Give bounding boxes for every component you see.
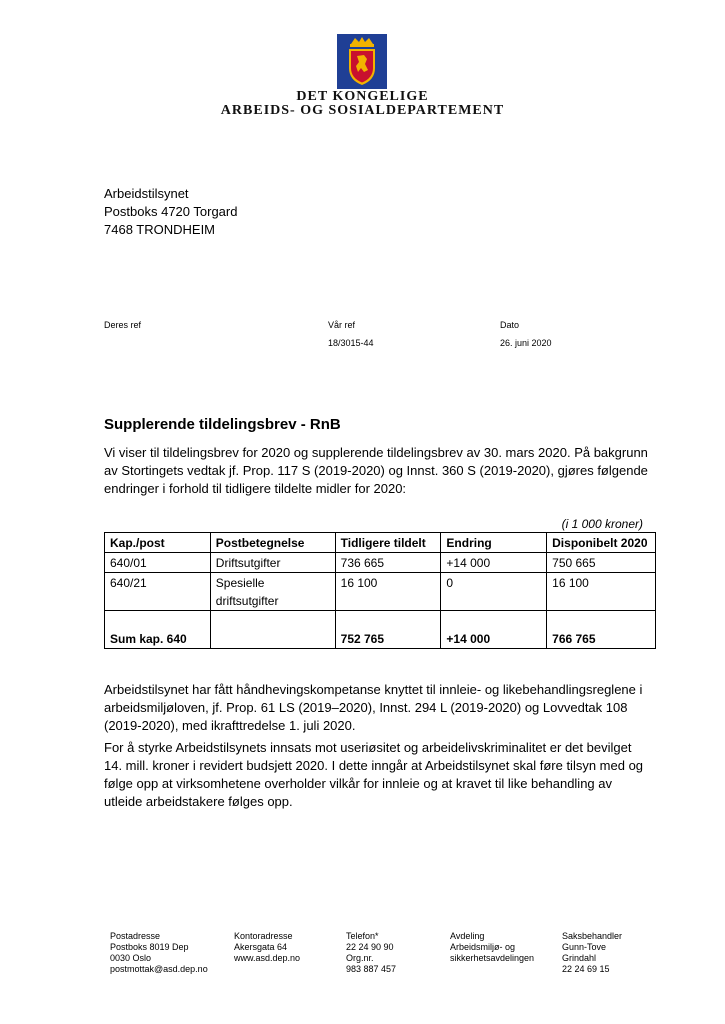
footer-line: Postboks 8019 Dep	[110, 942, 189, 952]
footer-line: Org.nr.	[346, 953, 374, 963]
table-row	[105, 573, 656, 611]
letter-subject: Supplerende tildelingsbrev - RnB	[104, 416, 341, 433]
sum-label: Sum kap. 640	[105, 611, 211, 649]
date-value: 26. juni 2020	[500, 338, 552, 348]
footer-website: www.asd.dep.no	[234, 953, 301, 963]
deres-ref-label: Deres ref	[104, 320, 142, 330]
footer-line: Arbeidsmiljø- og	[450, 942, 516, 952]
table-header-row	[105, 533, 656, 553]
footer-label: Postadresse	[110, 931, 161, 941]
header-endring: Endring	[441, 533, 547, 553]
funding-paragraph: For å styrke Arbeidstilsynets innsats mot useriøsitet og arbeidelivskriminalitet er det bevilget 14. mill. kroner i revidert budsjett 2020. I dette inngår at Arbeidstilsynet skal føre tilsyn med og følge opp at virksomhetene overholder vilkår for innleie og at kravet til like behandling av utleide arbeidstakere følges opp.	[104, 740, 644, 809]
footer-saksbehandler	[562, 931, 622, 975]
cell-tidligere-tildelt: 16 100	[335, 573, 441, 611]
date-label: Dato	[500, 320, 520, 330]
recipient-address: Postboks 4720 Torgard	[104, 204, 238, 219]
cell-postbetegnelse: Spesielle driftsutgifter	[210, 573, 335, 611]
footer-label: Avdeling	[450, 931, 485, 941]
cell-kap-post: 640/01	[105, 553, 211, 573]
sum-disponibelt: 766 765	[547, 611, 656, 649]
footer-line: 22 24 90 90	[346, 942, 394, 952]
recipient-city: 7468 TRONDHEIM	[104, 222, 216, 237]
header-kap-post: Kap./post	[105, 533, 211, 553]
var-ref-value: 18/3015-44	[328, 338, 374, 348]
recipient-name: Arbeidstilsynet	[104, 186, 189, 201]
cell-endring: 0	[441, 573, 547, 611]
sum-tidligere-tildelt: 752 765	[335, 611, 441, 649]
header-disponibelt: Disponibelt 2020	[547, 533, 656, 553]
footer-label: Kontoradresse	[234, 931, 293, 941]
sum-endring: +14 000	[441, 611, 547, 649]
table-row	[105, 553, 656, 573]
table-unit-note: (i 1 000 kroner)	[561, 517, 643, 531]
cell-kap-post: 640/21	[105, 573, 211, 611]
footer-line: sikkerhetsavdelingen	[450, 953, 535, 963]
footer-line: Grindahl	[562, 953, 597, 963]
cell-endring: +14 000	[441, 553, 547, 573]
ministry-name-line1: DET KONGELIGE	[296, 89, 429, 104]
enforcement-paragraph: Arbeidstilsynet har fått håndhevingskompetanse knyttet til innleie- og likebehandlingsreglene i arbeidsmiljøloven, jf. Prop. 61 LS (2019–2020), Innst. 294 L (2019-2020) og Lovvedtak 108 (2019-2020), med ikrafttredelse 1. juli 2020.	[104, 682, 643, 733]
footer-label: Telefon*	[346, 931, 379, 941]
ministry-name-line2: ARBEIDS- OG SOSIALDEPARTEMENT	[220, 103, 505, 118]
cell-disponibelt: 750 665	[547, 553, 656, 573]
sum-empty-cell	[210, 611, 335, 649]
cell-disponibelt: 16 100	[547, 573, 656, 611]
footer-email: postmottak@asd.dep.no	[110, 964, 208, 974]
footer-line: 22 24 69 15	[562, 964, 610, 974]
header-postbetegnelse: Postbetegnelse	[210, 533, 335, 553]
intro-paragraph: Vi viser til tildelingsbrev for 2020 og supplerende tildelingsbrev av 30. mars 2020. På bakgrunn av Stortingets vedtak jf. Prop. 117 S (2019-2020) og Innst. 360 S (2019-2020), gjøres følgende endringer i forhold til tidligere tildelte midler for 2020:	[104, 445, 648, 496]
coat-of-arms-logo	[337, 34, 387, 89]
cell-postbetegnelse: Driftsutgifter	[210, 553, 335, 573]
footer-telefon	[346, 931, 396, 975]
footer-line: 983 887 457	[346, 964, 397, 974]
footer-line: Gunn-Tove	[562, 942, 607, 952]
footer-avdeling	[450, 931, 534, 964]
cell-tidligere-tildelt: 736 665	[335, 553, 441, 573]
table-sum-row	[105, 611, 656, 649]
allocation-table	[104, 532, 656, 649]
footer-postadresse	[110, 931, 208, 975]
footer-label: Saksbehandler	[562, 931, 623, 941]
header-tidligere-tildelt: Tidligere tildelt	[335, 533, 441, 553]
var-ref-label: Vår ref	[328, 320, 356, 330]
footer-line: 0030 Oslo	[110, 953, 152, 963]
footer-kontoradresse	[234, 931, 300, 964]
footer-line: Akersgata 64	[234, 942, 288, 952]
